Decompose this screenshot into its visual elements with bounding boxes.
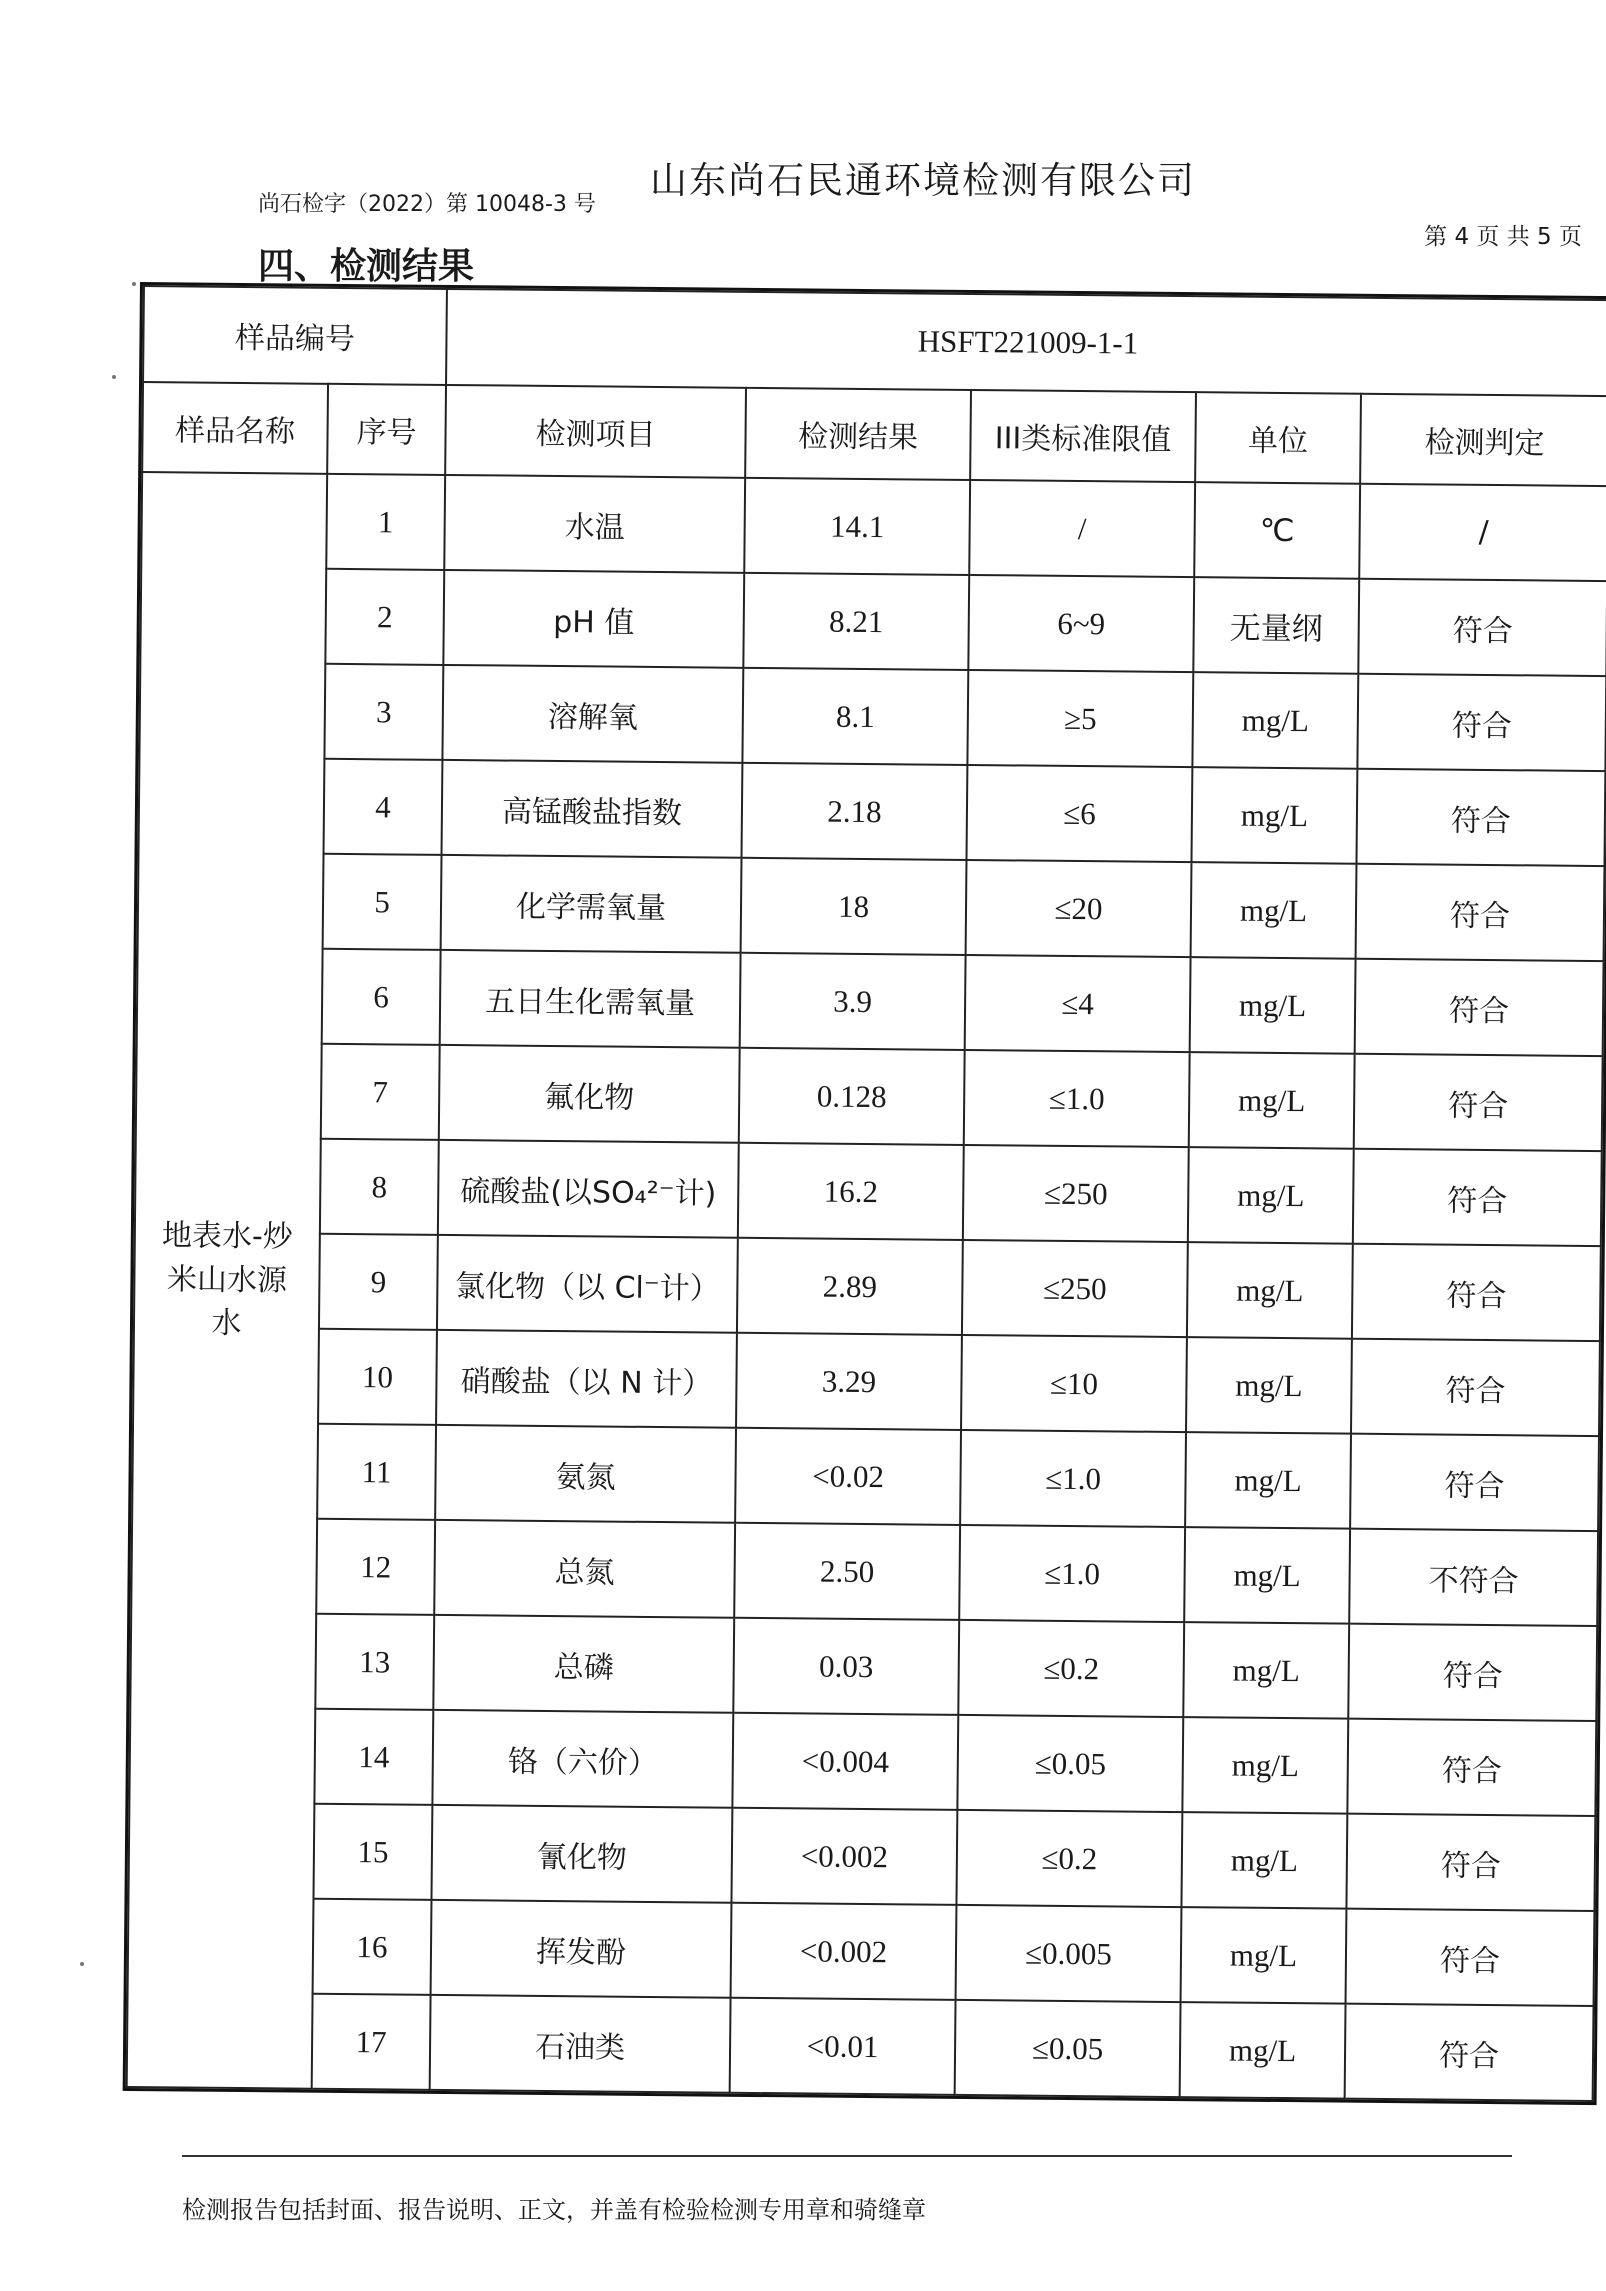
cell-unit: mg/L	[1191, 767, 1357, 864]
header-item: 检测项目	[445, 385, 746, 478]
footer-note: 检测报告包括封面、报告说明、正文，并盖有检验检测专用章和骑缝章	[182, 2196, 926, 2224]
table-row	[138, 852, 1605, 961]
cell-limit: ≤250	[962, 1240, 1188, 1337]
cell-judgment: 符合	[1350, 1434, 1599, 1531]
cell-result: 3.29	[736, 1333, 962, 1430]
cell-limit: ≤4	[965, 955, 1191, 1052]
cell-result: 0.128	[739, 1048, 965, 1145]
cell-item: 硫酸盐(以SO₄²⁻计)	[438, 1140, 739, 1238]
table-row	[134, 1232, 1601, 1341]
cell-limit: ≤6	[966, 765, 1192, 862]
results-table-frame	[123, 282, 1606, 2105]
cell-unit: mg/L	[1180, 2002, 1346, 2099]
cell-unit: mg/L	[1190, 957, 1356, 1054]
sample-id-row	[143, 286, 1606, 396]
cell-result: 2.89	[737, 1238, 963, 1335]
results-sheet	[122, 282, 1606, 2181]
cell-unit: mg/L	[1189, 1052, 1355, 1149]
cell-seq: 3	[324, 664, 443, 760]
cell-seq: 7	[321, 1044, 440, 1140]
cell-unit: mg/L	[1188, 1147, 1354, 1244]
cell-unit: mg/L	[1191, 862, 1357, 959]
page-indicator: 第 4 页 共 5 页	[1424, 224, 1582, 250]
table-row	[128, 1802, 1595, 1911]
table-row	[139, 662, 1606, 771]
cell-limit: ≥5	[967, 670, 1193, 767]
results-table	[126, 285, 1606, 2102]
header-result: 检测结果	[745, 388, 971, 480]
header-sample-name: 样品名称	[142, 382, 328, 474]
cell-limit: ≤0.05	[957, 1715, 1183, 1812]
cell-judgment: 符合	[1347, 1719, 1596, 1816]
header-judgment: 检测判定	[1360, 394, 1606, 486]
table-row	[128, 1897, 1595, 2006]
cell-seq: 12	[316, 1519, 435, 1615]
cell-unit: mg/L	[1185, 1432, 1351, 1529]
cell-result: 3.9	[740, 953, 966, 1050]
cell-limit: ≤20	[966, 860, 1192, 957]
cell-item: 挥发酚	[431, 1900, 732, 1998]
cell-item: 高锰酸盐指数	[442, 760, 743, 858]
cell-unit: mg/L	[1186, 1337, 1352, 1434]
cell-judgment: 符合	[1355, 959, 1604, 1056]
cell-judgment: /	[1359, 484, 1606, 581]
cell-judgment: 符合	[1351, 1339, 1600, 1436]
cell-seq: 2	[325, 569, 444, 665]
cell-judgment: 符合	[1357, 674, 1606, 771]
sample-name-cell: 地表水-炒米山水源水	[127, 472, 327, 2089]
cell-judgment: 符合	[1345, 2004, 1594, 2101]
cell-result: 16.2	[738, 1143, 964, 1240]
cell-result: 2.18	[742, 763, 968, 860]
scan-speck	[112, 375, 116, 379]
cell-seq: 17	[312, 1994, 431, 2090]
table-row	[135, 1137, 1602, 1246]
table-row	[140, 567, 1606, 676]
cell-seq: 9	[319, 1234, 438, 1330]
header-row	[142, 382, 1606, 486]
cell-result: <0.004	[732, 1713, 958, 1810]
cell-seq: 8	[320, 1139, 439, 1235]
cell-unit: mg/L	[1187, 1242, 1353, 1339]
table-row	[136, 1042, 1603, 1151]
table-row	[132, 1422, 1599, 1531]
cell-judgment: 符合	[1348, 1624, 1597, 1721]
cell-unit: mg/L	[1184, 1527, 1350, 1624]
cell-limit: ≤0.2	[956, 1810, 1182, 1907]
cell-limit: ≤1.0	[959, 1525, 1185, 1622]
cell-judgment: 符合	[1356, 769, 1605, 866]
section-title: 四、检测结果	[258, 246, 475, 287]
table-row	[139, 757, 1606, 866]
header-unit: 单位	[1195, 392, 1361, 484]
cell-item: 氟化物	[439, 1045, 740, 1143]
table-row	[137, 947, 1604, 1056]
cell-limit: ≤1.0	[960, 1430, 1186, 1527]
cell-unit: 无量纲	[1193, 577, 1359, 674]
cell-result: 14.1	[744, 478, 970, 575]
cell-item: 硝酸盐（以 N 计）	[436, 1330, 737, 1428]
cell-result: <0.01	[730, 1998, 956, 2095]
cell-unit: ℃	[1194, 482, 1360, 579]
cell-item: 总磷	[433, 1615, 734, 1713]
cell-judgment: 符合	[1358, 579, 1606, 676]
cell-result: 2.50	[734, 1523, 960, 1620]
table-row	[129, 1707, 1596, 1816]
cell-judgment: 符合	[1346, 1909, 1595, 2006]
cell-seq: 13	[315, 1614, 434, 1710]
cell-item: 氰化物	[431, 1805, 732, 1903]
cell-unit: mg/L	[1182, 1717, 1348, 1814]
cell-item: pH 值	[443, 570, 744, 668]
table-row	[141, 472, 1606, 581]
cell-limit: 6~9	[968, 575, 1194, 672]
table-row	[131, 1517, 1598, 1626]
header-seq: 序号	[327, 384, 446, 475]
cell-seq: 16	[313, 1899, 432, 1995]
cell-seq: 14	[314, 1709, 433, 1805]
cell-unit: mg/L	[1183, 1622, 1349, 1719]
cell-result: <0.002	[731, 1808, 957, 1905]
cell-item: 水温	[444, 475, 745, 573]
cell-item: 铬（六价）	[432, 1710, 733, 1808]
cell-result: 18	[741, 858, 967, 955]
cell-judgment: 符合	[1354, 1054, 1603, 1151]
cell-seq: 11	[317, 1424, 436, 1520]
cell-item: 氯化物（以 Cl⁻计）	[437, 1235, 738, 1333]
table-row	[127, 1992, 1594, 2101]
cell-seq: 10	[318, 1329, 437, 1425]
cell-limit: ≤0.005	[956, 1905, 1182, 2002]
cell-seq: 6	[322, 949, 441, 1045]
cell-result: 8.1	[742, 668, 968, 765]
cell-judgment: 不符合	[1349, 1529, 1598, 1626]
footer-divider	[182, 2155, 1512, 2157]
cell-limit: /	[969, 480, 1195, 577]
cell-limit: ≤0.2	[958, 1620, 1184, 1717]
cell-item: 溶解氧	[442, 665, 743, 763]
table-row	[130, 1612, 1597, 1721]
cell-item: 化学需氧量	[441, 855, 742, 953]
cell-unit: mg/L	[1181, 1812, 1347, 1909]
cell-unit: mg/L	[1181, 1907, 1347, 2004]
cell-seq: 15	[313, 1804, 432, 1900]
cell-result: <0.02	[735, 1428, 961, 1525]
cell-unit: mg/L	[1192, 672, 1358, 769]
scan-speck	[132, 282, 136, 286]
cell-item: 石油类	[430, 1995, 731, 2093]
cell-judgment: 符合	[1346, 1814, 1595, 1911]
cell-item: 总氮	[434, 1520, 735, 1618]
report-number: 尚石检字（2022）第 10048-3 号	[258, 192, 596, 217]
cell-judgment: 符合	[1356, 864, 1605, 961]
cell-seq: 5	[323, 854, 442, 950]
cell-judgment: 符合	[1352, 1244, 1601, 1341]
sample-id-value: HSFT221009-1-1	[446, 289, 1606, 396]
cell-result: <0.002	[731, 1903, 957, 2000]
cell-result: 8.21	[743, 573, 969, 670]
company-name: 山东尚石民通环境检测有限公司	[650, 159, 1196, 202]
cell-judgment: 符合	[1353, 1149, 1602, 1246]
cell-limit: ≤1.0	[964, 1050, 1190, 1147]
cell-item: 五日生化需氧量	[440, 950, 741, 1048]
table-row	[133, 1327, 1600, 1436]
sample-id-label: 样品编号	[143, 286, 447, 385]
cell-limit: ≤0.05	[955, 2000, 1181, 2097]
scan-speck	[80, 1962, 84, 1966]
cell-seq: 4	[324, 759, 443, 855]
cell-limit: ≤10	[961, 1335, 1187, 1432]
cell-result: 0.03	[733, 1618, 959, 1715]
cell-seq: 1	[326, 474, 445, 570]
cell-item: 氨氮	[435, 1425, 736, 1523]
cell-limit: ≤250	[963, 1145, 1189, 1242]
header-limit: III类标准限值	[970, 390, 1196, 482]
